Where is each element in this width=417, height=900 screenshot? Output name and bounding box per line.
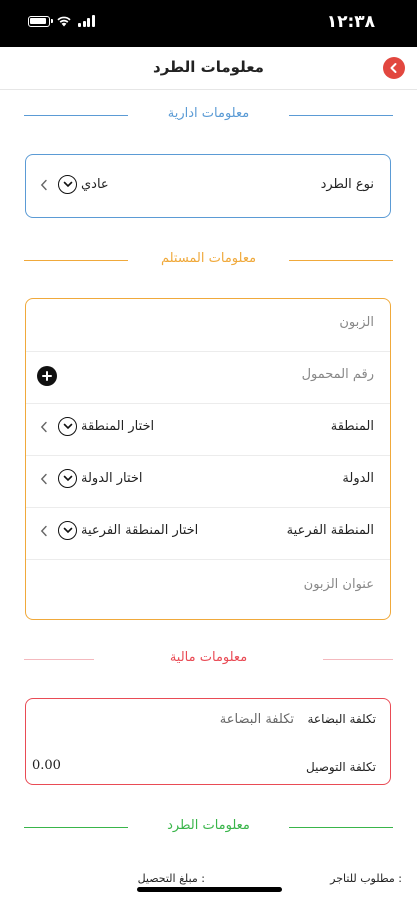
add-icon[interactable]: [37, 366, 57, 386]
section-header-parcel: [0, 818, 417, 838]
divider-line: [289, 115, 393, 116]
section-title-financial: معلومات مالية: [169, 650, 248, 665]
divider-line: [289, 827, 393, 828]
chevron-down-icon: [58, 417, 77, 436]
parcel-type-value: عادي: [81, 177, 109, 192]
section-title-admin: معلومات ادارية: [167, 106, 250, 121]
home-indicator: [137, 887, 282, 892]
region-row[interactable]: [26, 403, 390, 456]
chevron-left-icon: [38, 178, 50, 192]
parcel-type-row[interactable]: [26, 161, 390, 213]
parcel-type-select[interactable]: [38, 175, 109, 194]
chevron-left-icon: [38, 524, 50, 538]
country-select-text: اختار الدولة: [81, 471, 143, 486]
signal-icon: [78, 15, 95, 27]
parcel-type-label: نوع الطرد: [320, 177, 374, 192]
collection-amount-label: مبلغ التحصيل :: [137, 872, 205, 885]
chevron-left-icon: [389, 62, 399, 74]
section-header-admin: [0, 106, 417, 126]
subregion-row[interactable]: [26, 507, 390, 560]
mobile-placeholder: رقم المحمول: [301, 367, 374, 382]
delivery-cost-value[interactable]: 0.00: [32, 758, 61, 773]
status-time: ١٢:٣٨: [326, 12, 375, 32]
financial-card: [25, 698, 391, 785]
subregion-select-text: اختار المنطقة الفرعية: [81, 523, 199, 538]
region-label: المنطقة: [330, 419, 374, 434]
address-field[interactable]: [26, 561, 390, 613]
chevron-down-icon: [58, 521, 77, 540]
section-title-receiver: معلومات المستلم: [160, 251, 257, 266]
chevron-left-icon: [38, 420, 50, 434]
chevron-left-icon: [38, 472, 50, 486]
section-header-receiver: [0, 251, 417, 271]
customer-field[interactable]: [26, 299, 390, 352]
nav-bar: [0, 47, 417, 90]
customer-placeholder: الزبون: [339, 315, 374, 330]
region-select-text: اختار المنطقة: [81, 419, 155, 434]
merchant-due-label: مطلوب للتاجر :: [330, 872, 402, 885]
country-row[interactable]: [26, 455, 390, 508]
status-icons: [28, 15, 95, 27]
country-select[interactable]: [38, 469, 143, 488]
divider-line: [289, 260, 393, 261]
battery-icon: [28, 16, 50, 27]
chevron-down-icon: [58, 175, 77, 194]
subregion-select[interactable]: [38, 521, 198, 540]
subregion-label: المنطقة الفرعية: [286, 523, 374, 538]
back-button[interactable]: [383, 57, 405, 79]
receiver-card: [25, 298, 391, 620]
divider-line: [323, 659, 393, 660]
wifi-icon: [56, 15, 72, 27]
address-placeholder: عنوان الزبون: [303, 577, 374, 592]
country-label: الدولة: [342, 471, 374, 486]
admin-card: [25, 154, 391, 218]
status-bar: [0, 0, 417, 47]
section-header-financial: [0, 650, 417, 670]
page-title: معلومات الطرد: [153, 58, 264, 76]
goods-cost-input[interactable]: تكلفة البضاعة: [219, 712, 294, 727]
mobile-field[interactable]: [26, 351, 390, 404]
delivery-cost-label: تكلفة التوصيل: [306, 760, 376, 774]
goods-cost-label: تكلفة البضاعة: [307, 712, 376, 726]
chevron-down-icon: [58, 469, 77, 488]
region-select[interactable]: [38, 417, 154, 436]
section-title-parcel: معلومات الطرد: [167, 818, 250, 833]
